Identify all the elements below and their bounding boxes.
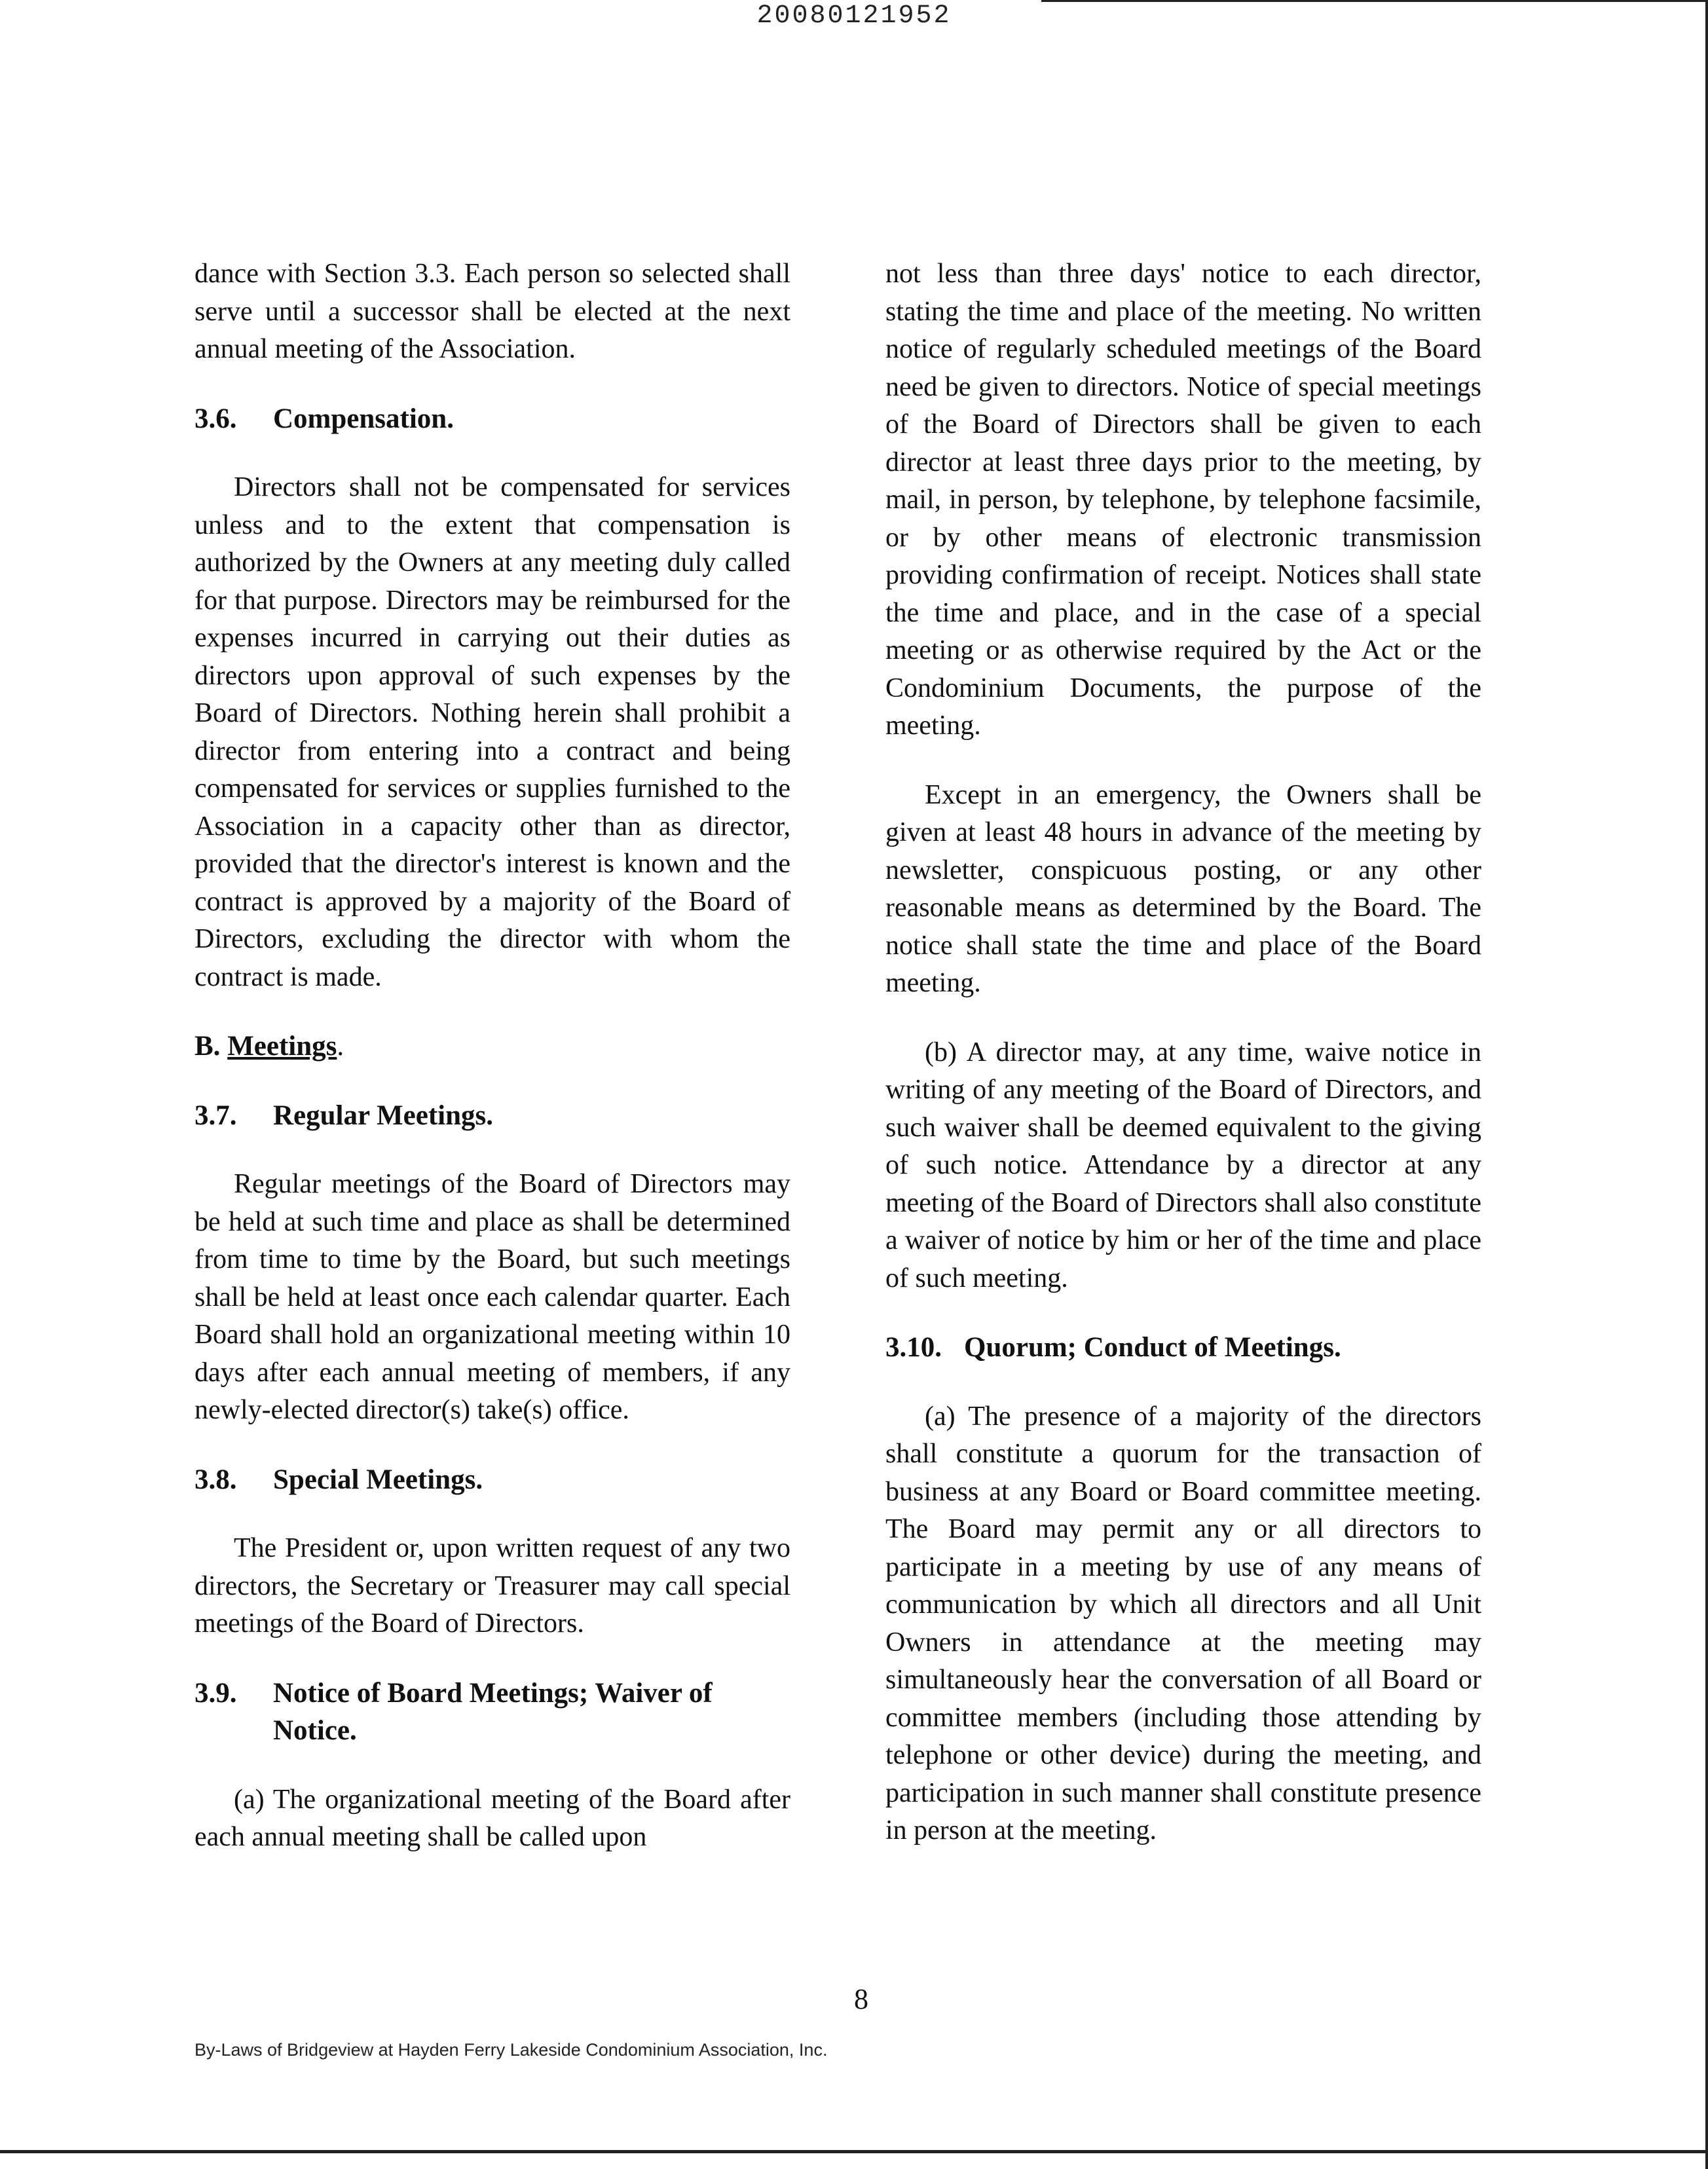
scan-edge-right	[1705, 0, 1708, 2169]
continuation-paragraph-3-9a: not less than three days' notice to each director, stating the time and place of the meeting. No written notice of regularly scheduled meetings of the Board need be given to directors. Notice of special meetings of the Board of Directors shall be given to each director at least three days prior to the meeting, by mail, in person, by telephone, by telephone facsimile, or by other means of electronic transmission providing confirmation of receipt. Notices shall state the time and place, and in the case of a special meeting or as otherwise required by the Act or the Condominium Documents, the purpose of the meeting.	[885, 259, 1481, 741]
section-number: 3.9.	[195, 1677, 237, 1709]
section-number: 3.10.	[885, 1332, 942, 1363]
part-letter: B.	[195, 1031, 221, 1062]
section-heading-3-6	[195, 400, 790, 438]
section-number: 3.6.	[195, 403, 237, 434]
section-title: Special Meetings.	[273, 1464, 483, 1495]
page-number: 8	[854, 1983, 868, 2015]
scan-edge-bottom	[0, 2150, 1708, 2153]
section-number: 3.7.	[195, 1100, 237, 1131]
section-title: Compensation.	[273, 403, 454, 434]
section-body-3-8: The President or, upon written request of any two directors, the Secretary or Treasurer may call special meetings of the Board of Directors.	[195, 1533, 790, 1639]
section-body-3-9a: (a) The organizational meeting of the Board after each annual meeting shall be called upon	[195, 1784, 790, 1852]
section-heading-3-9	[195, 1675, 790, 1750]
section-heading-3-10	[885, 1329, 1481, 1367]
section-number: 3.8.	[195, 1464, 237, 1495]
document-number: 20080121952	[756, 1, 952, 31]
section-body-3-7: Regular meetings of the Board of Directors may be held at such time and place as shall be determined from time to time by the Board, but such meetings shall be held at least once each calendar quarter. Each Board shall hold an organizational meeting within 10 days after each annual meeting of members, if any newly-elected director(s) take(s) office.	[195, 1169, 790, 1425]
emergency-notice-paragraph: Except in an emergency, the Owners shall be given at least 48 hours in advance of the meeting by newsletter, conspicuous posting, or any other reasonable means as determined by the Board. The notice shall state the time and place of the Board meeting.	[885, 779, 1481, 998]
page-footer: By-Laws of Bridgeview at Hayden Ferry Lakeside Condominium Association, Inc.	[195, 2040, 828, 2060]
part-title: Meetings	[227, 1031, 337, 1062]
section-title: Regular Meetings.	[273, 1100, 493, 1131]
continuation-paragraph: dance with Section 3.3. Each person so selected shall serve until a successor shall be elected at the next annual meeting of the Association.	[195, 259, 790, 364]
section-body-3-6: Directors shall not be compensated for services unless and to the extent that compensation is authorized by the Owners at any meeting duly called for that purpose. Directors may be reimbursed for the expenses incurred in carrying out their duties as directors upon approval of such expenses by the Board of Directors. Nothing herein shall prohibit a director from entering into a contract and being compensated for services or supplies furnished to the Association in a capacity other than as director, provided that the director's interest is known and the contract is approved by a majority of the Board of Directors, excluding the director with whom the contract is made.	[195, 472, 790, 992]
section-body-3-10a: (a) The presence of a majority of the directors shall constitute a quorum for the transaction of business at any Board or Board committee meeting. The Board may permit any or all directors to participate in a meeting by use of any means of communication by which all directors and all Unit Owners in attendance at the meeting may simultaneously hear the conversation of all Board or committee members (including those attending by telephone or other device) during the meeting, and participation in such manner shall constitute presence in person at the meeting.	[885, 1401, 1481, 1845]
waiver-paragraph-b: (b) A director may, at any time, waive notice in writing of any meeting of the Board of Directors, and such waiver shall be deemed equivalent to the giving of such notice. Attendance by a director at any meeting of the Board of Directors shall also constitute a waiver of notice by him or her of the time and place of such meeting.	[885, 1037, 1481, 1293]
section-title: Quorum; Conduct of Meetings.	[964, 1332, 1341, 1363]
section-title: Notice of Board Meetings; Waiver of Notice.	[273, 1677, 713, 1746]
section-heading-3-7	[195, 1097, 790, 1135]
section-heading-3-8	[195, 1461, 790, 1499]
part-title-suffix: .	[337, 1031, 344, 1062]
right-column	[885, 255, 1481, 1850]
part-heading-b	[195, 1028, 790, 1066]
left-column	[195, 255, 790, 1857]
